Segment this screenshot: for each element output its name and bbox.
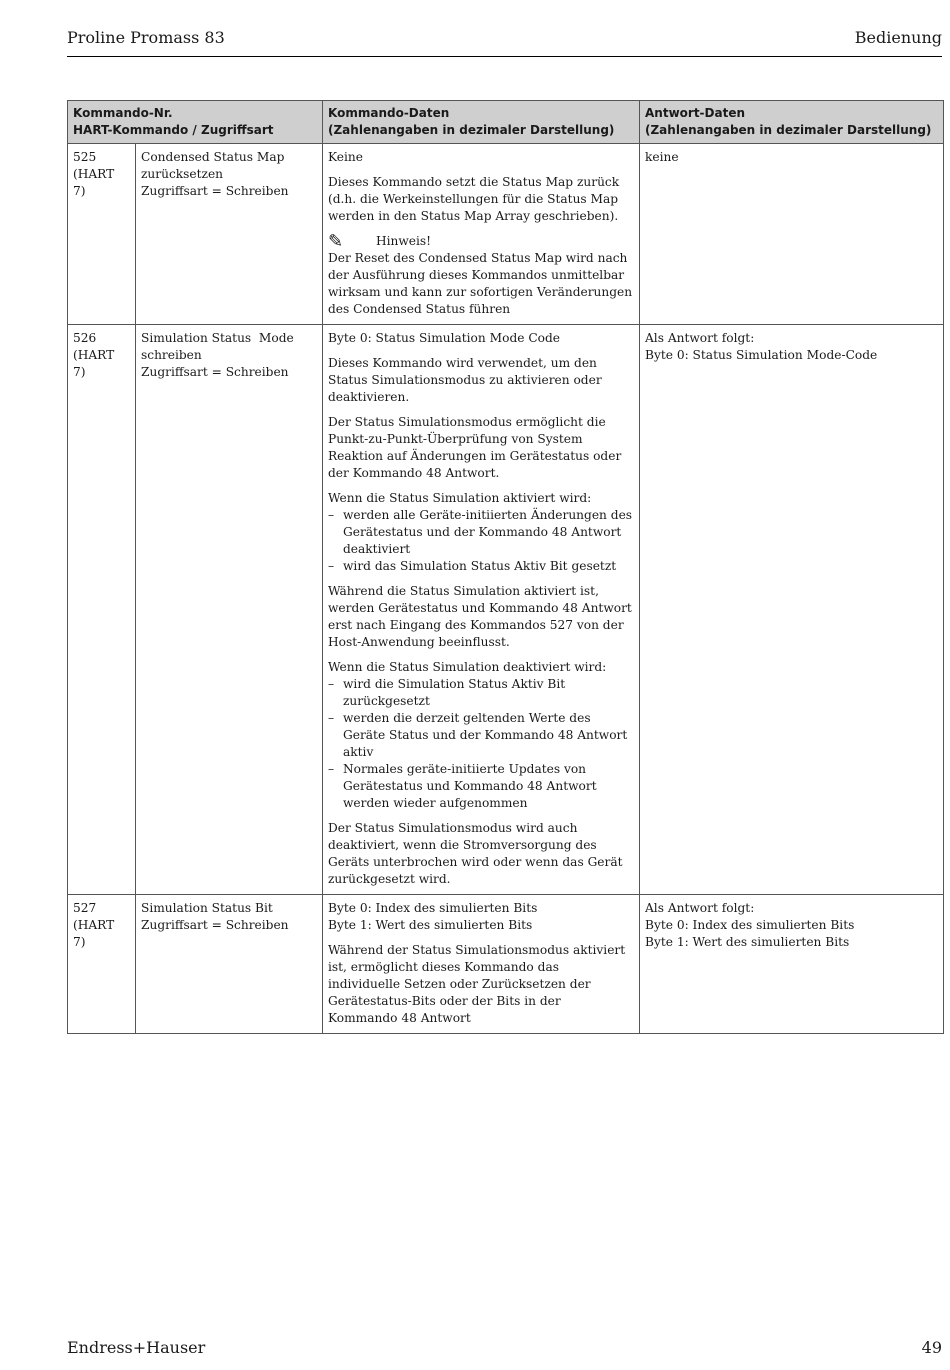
header-answer-data: Antwort-Daten (Zahlenangaben in dezimaler Darstellung): [640, 101, 944, 144]
answer-data-cell: keine: [640, 144, 944, 325]
command-number-cell: 526 (HART 7): [68, 325, 136, 895]
note-block: [328, 233, 634, 318]
command-number-cell: 527 (HART 7): [68, 895, 136, 1034]
command-name-cell: Simulation Status Bit Zugriffsart = Schreiben: [136, 895, 323, 1034]
table-row: [68, 325, 944, 895]
deactivation-list: [328, 676, 634, 812]
page-number: 49: [921, 1338, 942, 1357]
table-row: [68, 895, 944, 1034]
table-row: [68, 144, 944, 325]
answer-data-cell: Als Antwort folgt: Byte 0: Status Simulation Mode-Code: [640, 325, 944, 895]
list-item: – werden die derzeit geltenden Werte des Geräte Status und der Kommando 48 Antwort aktiv: [328, 710, 634, 761]
answer-data-cell: Als Antwort folgt: Byte 0: Index des simulierten Bits Byte 1: Wert des simulierten Bits: [640, 895, 944, 1034]
header-divider: [67, 56, 942, 57]
list-item: – wird das Simulation Status Aktiv Bit gesetzt: [328, 558, 634, 575]
command-name-cell: Condensed Status Map zurücksetzen Zugriffsart = Schreiben: [136, 144, 323, 325]
command-number-cell: 525 (HART 7): [68, 144, 136, 325]
header-command-data: Kommando-Daten (Zahlenangaben in dezimaler Darstellung): [323, 101, 640, 144]
command-data-cell: Byte 0: Index des simulierten Bits Byte 1: Wert des simulierten Bits Während der Status Simulationsmodus aktiviert ist, ermöglicht dieses Kommando das individuelle Setzen oder Zurücksetzen der Gerätestatus-Bits oder der Bits in der Kommando 48 Antwort: [323, 895, 640, 1034]
note-title: Hinweis!: [376, 234, 432, 248]
section-title: Bedienung: [854, 28, 942, 47]
command-data-cell: Keine Dieses Kommando setzt die Status Map zurück (d.h. die Werkeinstellungen für die Status Map werden in den Status Map Array geschrieben). ✎ Hinweis! Der Reset des Condensed Status Map wird nach der Ausführung dieses Kommandos unmittelbar wirksam und kann zur sofortigen Veränderungen des Condensed Status führen: [323, 144, 640, 325]
list-item: – werden alle Geräte-initiierten Änderungen des Gerätestatus und der Kommando 48 Antwort deaktiviert: [328, 507, 634, 558]
company-name: Endress+Hauser: [67, 1338, 206, 1357]
list-item: – Normales geräte-initiierte Updates von Gerätestatus und Kommando 48 Antwort werden wieder aufgenommen: [328, 761, 634, 812]
activation-list: [328, 507, 634, 575]
list-item: – wird die Simulation Status Aktiv Bit zurückgesetzt: [328, 676, 634, 710]
pencil-icon: ✎: [328, 231, 344, 252]
table-header-row: [68, 101, 944, 144]
document-title: Proline Promass 83: [67, 28, 225, 47]
command-data-cell: Byte 0: Status Simulation Mode Code Dieses Kommando wird verwendet, um den Status Simulationsmodus zu aktivieren oder deaktivieren. Der Status Simulationsmodus ermöglicht die Punkt-zu-Punkt-Überprüfung von System Reaktion auf Änderungen im Gerätestatus oder der Kommando 48 Antwort. Wenn die Status Simulation aktiviert wird: – werden alle Geräte-initiierten Änderungen des Gerätestatus und der Kommando 48 Antwort deaktiviert – wird das Simulation Status Aktiv Bit gesetzt Während die Status Simulation aktiviert ist, werden Gerätestatus und Kommando 48 Antwort erst nach Eingang des Kommandos 527 von der Host-Anwendung beeinflusst. Wenn die Status Simulation deaktiviert wird: – wird die Simulation Status Aktiv Bit zurückgesetzt – werden die derzeit geltenden Werte des Geräte Status und der Kommando 48 Antwort aktiv – Normales geräte-initiierte Updates von Gerätestatus und Kommando 48 Antwort werden wieder aufgenommen Der Status Simulationsmodus wird auch deaktiviert, wenn die Stromversorgung des Geräts unterbrochen wird oder wenn das Gerät zurückgesetzt wird.: [323, 325, 640, 895]
hart-command-table: [67, 100, 944, 1034]
header-command-number: Kommando-Nr. HART-Kommando / Zugriffsart: [68, 101, 323, 144]
command-name-cell: Simulation Status Mode schreiben Zugriffsart = Schreiben: [136, 325, 323, 895]
note-text: Der Reset des Condensed Status Map wird nach der Ausführung dieses Kommandos unmittelbar wirksam und kann zur sofortigen Veränderungen des Condensed Status führen: [328, 251, 633, 316]
